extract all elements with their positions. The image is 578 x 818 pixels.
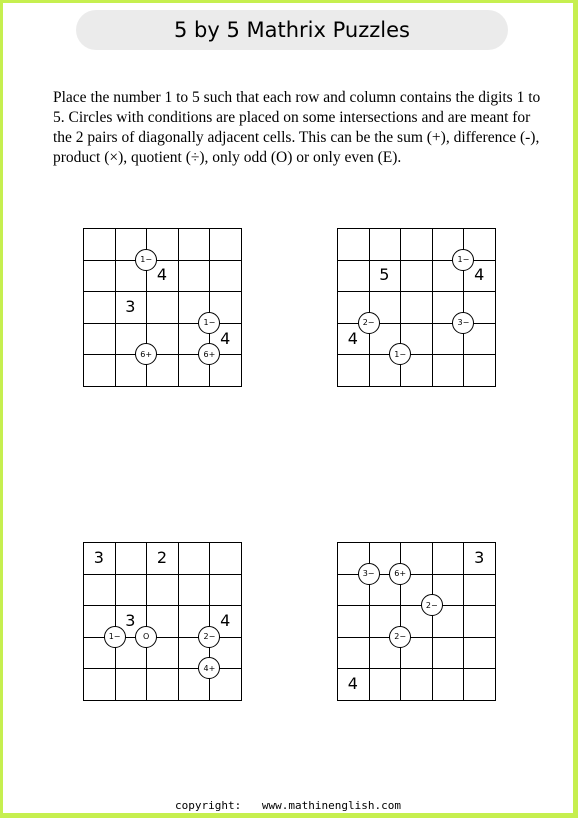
grid-cell[interactable] xyxy=(83,228,116,261)
grid-cell[interactable] xyxy=(146,668,179,701)
instructions-text: Place the number 1 to 5 such that each row and column contains the digits 1 to 5. Circles with conditions are placed on some intersections and are meant for the 2 pairs of diagonally adjacent cells. This can be the sum (+), difference (-), product (×), quotient (÷), only odd (O) or only even (E). xyxy=(53,89,541,166)
grid-cell[interactable] xyxy=(337,605,370,638)
footer xyxy=(3,799,573,812)
grid-cell[interactable] xyxy=(337,637,370,670)
clue-circle: 6+ xyxy=(198,343,220,365)
grid-cell[interactable] xyxy=(209,260,242,293)
grid-cell[interactable] xyxy=(83,291,116,324)
grid-cell[interactable] xyxy=(146,574,179,607)
page-title: 5 by 5 Mathrix Puzzles xyxy=(76,10,508,50)
given-digit: 4 xyxy=(156,265,168,285)
worksheet-page xyxy=(3,3,573,813)
grid-cell[interactable] xyxy=(209,228,242,261)
given-digit: 4 xyxy=(220,611,231,630)
clue-circle: 2− xyxy=(389,626,411,648)
clue-circle: 1− xyxy=(198,312,220,334)
grid-cell[interactable] xyxy=(178,260,211,293)
puzzle-grid-2 xyxy=(337,228,495,386)
clue-circle: O xyxy=(135,626,157,648)
copyright-label: copyright: xyxy=(175,799,242,812)
grid-cell[interactable] xyxy=(209,574,242,607)
grid-cell[interactable] xyxy=(400,260,433,293)
grid-cell[interactable] xyxy=(83,574,116,607)
grid-cell[interactable] xyxy=(432,542,465,575)
grid-cell[interactable] xyxy=(83,354,116,387)
grid-cell[interactable] xyxy=(400,291,433,324)
grid-cell[interactable] xyxy=(178,574,211,607)
given-digit: 4 xyxy=(474,265,485,285)
given-digit: 4 xyxy=(347,674,358,694)
grid-cell[interactable] xyxy=(337,354,370,387)
grid-cell[interactable] xyxy=(463,668,496,701)
grid-cell[interactable] xyxy=(432,668,465,701)
clue-circle: 3− xyxy=(452,312,474,334)
clue-circle: 1− xyxy=(104,626,126,648)
grid-cell[interactable] xyxy=(115,668,148,701)
given-digit: 4 xyxy=(347,328,358,348)
clue-circle: 6+ xyxy=(389,563,411,585)
puzzle-grid-3 xyxy=(83,542,241,700)
clue-circle: 2− xyxy=(421,594,443,616)
grid-cell[interactable] xyxy=(83,323,116,356)
grid-cell[interactable] xyxy=(83,260,116,293)
grid-cell[interactable] xyxy=(146,291,179,324)
clue-circle: 1− xyxy=(389,343,411,365)
grid-cell[interactable] xyxy=(115,542,148,575)
clue-circle: 2− xyxy=(358,312,380,334)
grid-cell[interactable] xyxy=(463,605,496,638)
clue-circle: 6+ xyxy=(135,343,157,365)
given-digit: 3 xyxy=(93,547,104,567)
grid-cell[interactable] xyxy=(178,542,211,575)
clue-circle: 2− xyxy=(198,626,220,648)
grid-cell[interactable] xyxy=(337,228,370,261)
clue-circle: 1− xyxy=(452,249,474,271)
grid-cell[interactable] xyxy=(178,228,211,261)
grid-cell[interactable] xyxy=(432,637,465,670)
website-link[interactable]: www.mathinenglish.com xyxy=(261,799,401,812)
given-digit: 3 xyxy=(125,297,136,316)
clue-circle: 4+ xyxy=(198,657,220,679)
grid-cell[interactable] xyxy=(400,228,433,261)
grid-cell[interactable] xyxy=(369,228,402,261)
grid-cell[interactable] xyxy=(463,354,496,387)
clue-circle: 1− xyxy=(135,249,157,271)
grid-cell[interactable] xyxy=(209,542,242,575)
grid-cell[interactable] xyxy=(83,668,116,701)
grid-cell[interactable] xyxy=(400,668,433,701)
grid-cell[interactable] xyxy=(115,574,148,607)
given-digit: 2 xyxy=(156,547,168,567)
given-digit: 3 xyxy=(125,611,136,630)
grid-cell[interactable] xyxy=(337,260,370,293)
puzzle-grid-4 xyxy=(337,542,495,700)
given-digit: 5 xyxy=(379,265,390,285)
clue-circle: 3− xyxy=(358,563,380,585)
given-digit: 4 xyxy=(220,328,231,348)
grid-cell[interactable] xyxy=(432,354,465,387)
grid-cell[interactable] xyxy=(463,637,496,670)
grid-cell[interactable] xyxy=(463,574,496,607)
puzzle-grid-1 xyxy=(83,228,241,386)
grid-cell[interactable] xyxy=(369,668,402,701)
given-digit: 3 xyxy=(474,547,485,567)
